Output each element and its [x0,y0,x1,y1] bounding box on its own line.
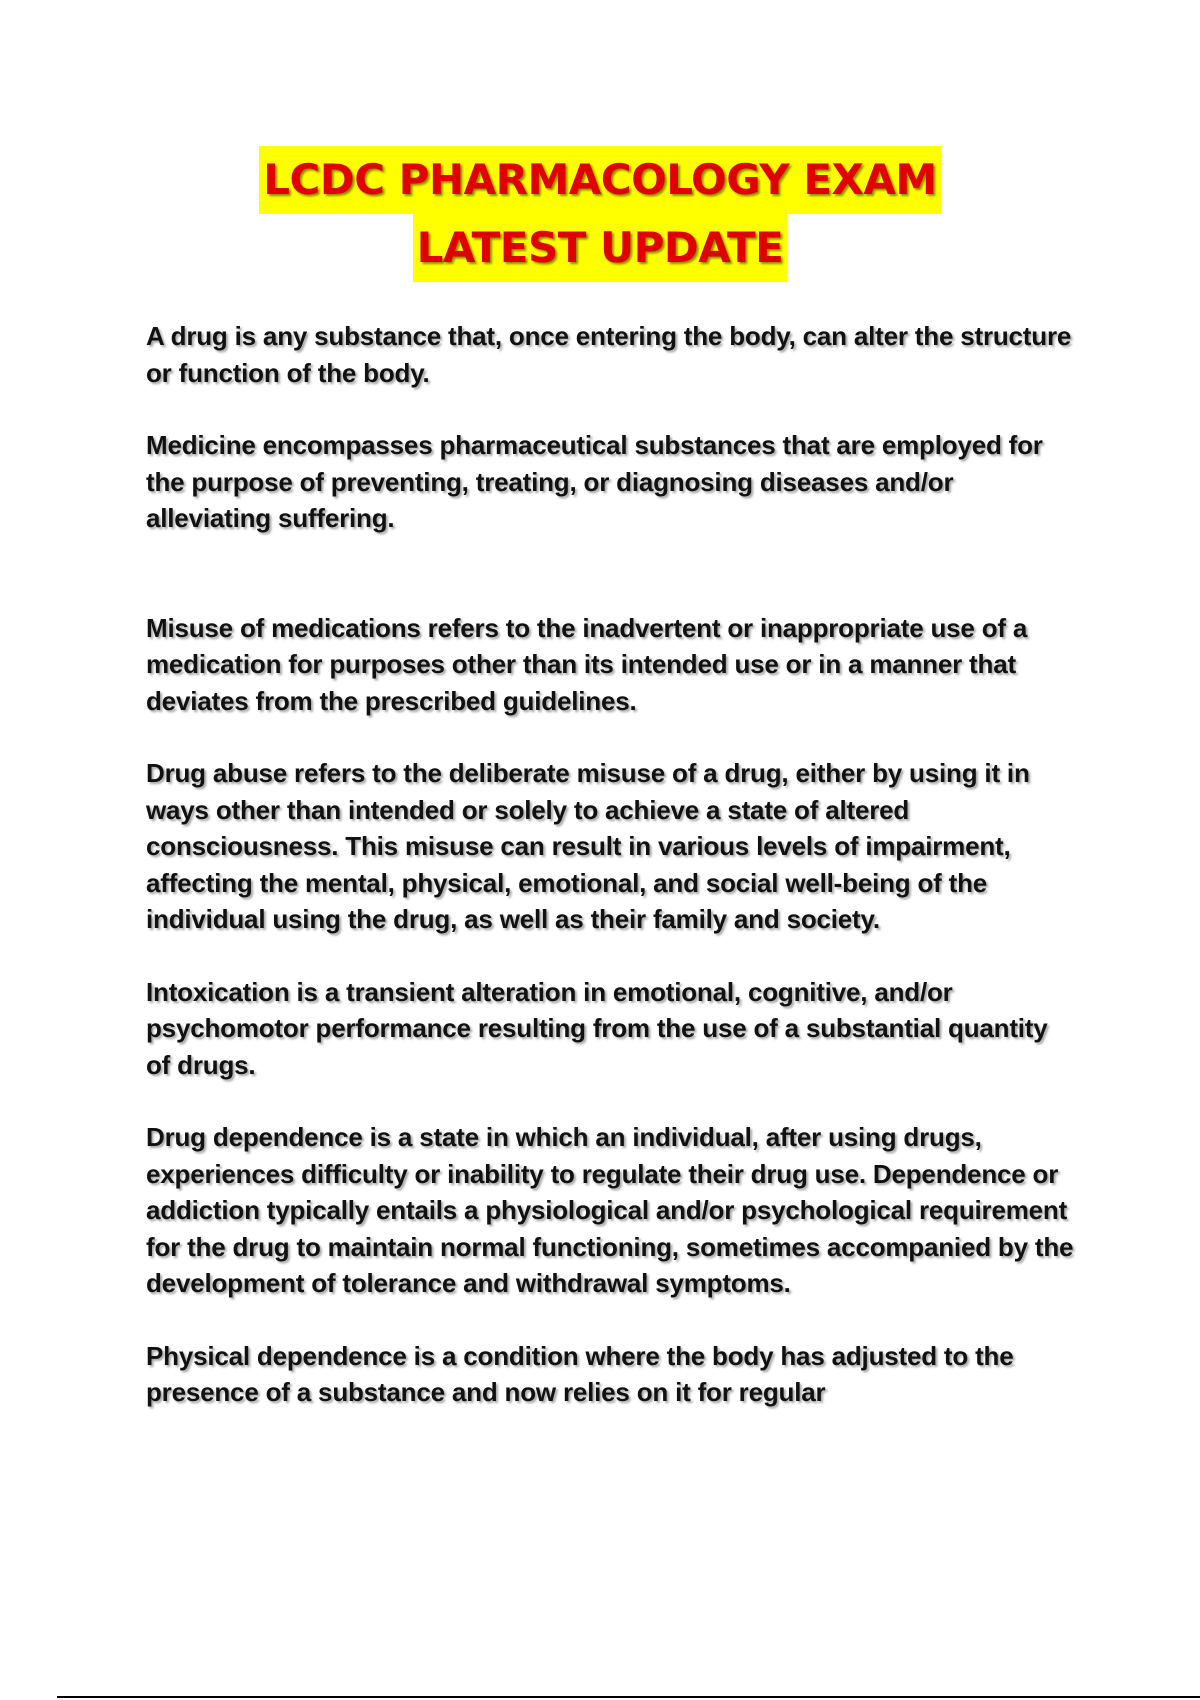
paragraph-misuse-definition: Misuse of medications refers to the inadvertent or inappropriate use of a medication for purposes other than its intended use or in a manner that deviates from the prescribed guidelines. [146,612,1028,716]
paragraph-drug-dependence-definition: Drug dependence is a state in which an individual, after using drugs, experiences difficulty or inability to regulate their drug use. Dependence or addiction typically entails a physiological and/or psychological requirement for the drug to maintain normal functioning, sometimes accompanied by the development of tolerance and withdrawal symptoms. [146,1122,1074,1298]
paragraph-medicine-definition: Medicine encompasses pharmaceutical substances that are employed for the purpose of preventing, treating, or diagnosing diseases and/or alleviating suffering. [146,430,1043,533]
paragraph-drug-definition: A drug is any substance that, once entering the body, can alter the structure or function of the body. [146,321,1072,388]
title-line-2: LATEST UPDATE [413,214,788,282]
bottom-divider [57,1696,1200,1698]
paragraph-drug-abuse-definition: Drug abuse refers to the deliberate misuse of a drug, either by using it in ways other than intended or solely to achieve a state of altered consciousness. This misuse can result in various levels of impairment, affecting the mental, physical, emotional, and social well-being of the individual using the drug, as well as their family and society. [146,758,1030,934]
document-title [0,146,1200,282]
document-body [146,318,1076,1411]
title-line-1: LCDC PHARMACOLOGY EXAM [259,146,940,214]
paragraph-intoxication-definition: Intoxication is a transient alteration in emotional, cognitive, and/or psychomotor performance resulting from the use of a substantial quantity of drugs. [146,976,1048,1080]
paragraph-physical-dependence-definition: Physical dependence is a condition where the body has adjusted to the presence of a substance and now relies on it for regular [146,1340,1014,1407]
